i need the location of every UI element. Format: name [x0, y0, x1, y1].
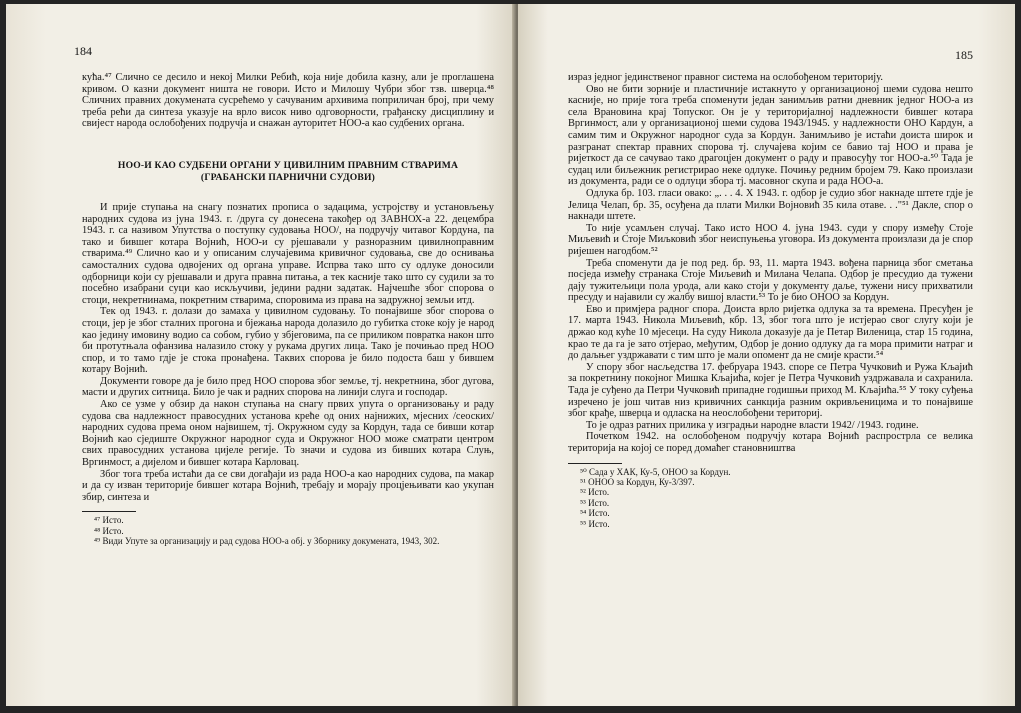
section-heading-line1: НОО-И КАО СУДБЕНИ ОРГАНИ У ЦИВИЛНИМ ПРАВНИМ СТВАРИМА [117, 159, 459, 171]
left-page [6, 4, 516, 706]
footnote: ⁵³ Исто. [580, 497, 610, 508]
paragraph: Одлука бр. 103. гласи овако: „. . . 4. Х 1943. г. одбор је судио због накнаде штете гдје је Јелица Челап, бр. 35, осуђена да плати Милки Војновић 35 кила отаве. . ."⁵¹ Дакле, спор о накнади штете. [568, 187, 973, 223]
paragraph: У спору због насљедства 17. фебруара 1943. споре се Петра Чучковић и Ружа Кљајић за покретнину покојног Мишка Кљајића, којег је Петра Чучковић уздржавала и сахранила. Тада је суђено да Петри Чучковић припадне годишњи приход М. Кљајића.⁵⁵ У току суђења изречено је још читав низ кривичних санкција разним окривљеницима и то понајвише због крађе, шверца и одласка на неослобођени териториј. [568, 361, 973, 420]
section-heading-line2: (ГРАБАНСКИ ПАРНИЧНИ СУДОВИ) [200, 171, 376, 183]
paragraph: Ово не бити зорније и пластичније истакнуто у организационој шеми судова нешто касније, но прије тога треба споменути један занимљив ратни дневник једног НОО-а из села Врановина крај Топуског. Он је у територијалној надлежности бившег котара Вргинмост, али у организационој шеми судова 1943/1945. у надлежности ОНО Кардун, а самим тим и Окружног народног суда за Кордун. Занимљиво је истаћи доиста широк и разгранат спектар правних спорова тј. случајева којим се бавио тај НОО и права је ријеткост да се сачувао тако драгоцјен документ о раду и правосуђу тог НОО-а.⁵⁰ Тада је судац или биљежник регистрирао неке одлуке. Почињу редним бројем 79. Како произлази из документа, ради се о одлуци збора тј. масовног скупа и рада НОО-а. [568, 83, 973, 188]
paragraph: Ево и примјера радног спора. Доиста врло ријетка одлука за та времена. Пресуђен је 17. марта 1943. Никола Миљевић, кбр. 13, због тога што је истјерао свог слугу који је држао код куће 10 мјесеци. На суду Никола доказује да је Петар Виленица, стар 15 година, крао те да га је зато отјерао, међутим, Одбор је донио одлуку да га мора примити натраг и до даљњег уздржавати с тим што је мали опомент да не смије красти.⁵⁴ [568, 303, 973, 362]
paragraph: То је одраз ратних прилика у изградњи народне власти 1942/ /1943. године. [586, 419, 919, 431]
right-page [518, 4, 1015, 706]
footnote: ⁵⁰ Сада у ХАК, Ку-5, ОНОО за Кордун. [580, 466, 731, 477]
paragraph: Ако се узме у обзир да након ступања на снагу првих упута о организовању и раду судова сва надлежност правосудних установа креће од оних најнижих, мјесних /сеоских/ народних судова према оном највишем, тј. Окружном суду за Кордун, тада се бивши котар Војнић као сједиште Окружног народног суда и Окружног НОО може сматрати центром свих правосудних установа цијеле регије. То значи и судова из бивших котара Слуњ, Вргинмост, а дијелом и бившег котара Карловац. [82, 399, 494, 469]
footnote: ⁴⁸ Исто. [94, 525, 124, 536]
section-heading [82, 160, 494, 184]
footnote: ⁵⁵ Исто. [580, 518, 610, 529]
paragraph: И прије ступања на снагу познатих прописа о задацима, устројству и установљењу народних судова из јуна 1943. г. /друга су донесена такођер од ЗАВНОХ-а 22. децембра 1943. г. са називом Упутства о поступку судовања НОО/, на подручју читавог Кордуна, па тако и бившег котара Војнић, НОО-и су рјешавали у разноразним цивилноправним стварима.⁴⁹ Слично као и у описаним случајевима кривичног судовања, све до оснивања самосталних судова одвојених од органа управе. Испрва тако што су одлуке доносили одборници који су рјешавали и друга правна питања, а тек касније тако што су судили за то посебно изабрани суци као искључиви, једини радни задатак. Најчешће због спорова о стоци, некретнинама, покретним стварима, споровима из права на задружној земљи итд. [82, 201, 494, 306]
paragraph: израз једног јединственог правног система на ослобођеном територију. [568, 72, 883, 83]
footnote: ⁴⁹ Види Упуте за организацију и рад судова НОО-а обј. у Зборнику докумената, 1943, 302. [94, 536, 440, 547]
footnote-divider [82, 511, 136, 512]
footnote: ⁵¹ ОНОО за Кордун, Ку-3/397. [580, 477, 695, 487]
paragraph: Тек од 1943. г. долази до замаха у цивилном судовању. То понајвише због спорова о стоци, јер је због сталних прогона и бјежања народа долазило до губитка стоке коју је народ као једину имовину водио са собом, губио у збјеговима, па се приликом повратка након што би протутњала офанзива налазило стоку у рукама других лица. Тако је почињао пред НОО спор, и то тамо гдје је стока пронађена. Таквих спорова је било подоста баш у бившем котару Војнић. [82, 306, 494, 376]
paragraph: Треба споменути да је под ред. бр. 93, 11. марта 1943. вођена парница због сметања посједа између странака Стоје Миљевић и Милана Челапа. Одбор је пресудио да тужени дају тужитељици пола урода, али како стоји у документу даље, тужени нису прихватили пресуду и најавили су жалбу вишој власти.⁵³ То је био ОНОО за Кордун. [568, 257, 973, 304]
footnote: ⁵² Исто. [580, 487, 610, 498]
paragraph: Документи говоре да је било пред НОО спорова због земље, тј. некретнина, због дугова, масти и других ситница. Било је чак и радних спорова на линији слуга и господар. [82, 375, 494, 399]
paragraph: кућа.⁴⁷ Слично се десило и некој Милки Ребић, која није добила казну, али је проглашена кривом. О казни документ ништа не говори. Исто и Милошу Чубри због тзв. шверца.⁴⁸ Сличних правних докумената сусрећемо у сачуваним архивима поприличан број, при чему треба рећи да синтеза указује на врло висок ниво одговорности, грађанску дисциплину и свијест народа ослобођених подручја и снажан ауторитет НОО-а као судбених органа. [82, 72, 494, 130]
page-number-right: 185 [955, 48, 973, 62]
footnote-divider [568, 463, 622, 464]
paragraph: Због тога треба истаћи да се сви догађаји из рада НОО-а као народних судова, па макар и да су изван територије бившег котара Војнић, требају и морају процјењивати као укупан збир, синтеза и [82, 468, 494, 503]
footnote: ⁵⁴ Исто. [580, 508, 610, 519]
footnote: ⁴⁷ Исто. [94, 515, 124, 526]
paragraph: То није усамљен случај. Тако исто НОО 4. јуна 1943. суди у спору између Стоје Миљевић и Стоје Миљковић због неиспуњења уговора. Из документа произлази да је спор ријешен нагодбом.⁵² [568, 222, 973, 257]
paragraph: Почетком 1942. на ослобођеном подручју котара Војнић распрострла се велика територија на којој се поред домаћег становништва [568, 431, 973, 454]
page-number-left: 184 [74, 44, 92, 58]
